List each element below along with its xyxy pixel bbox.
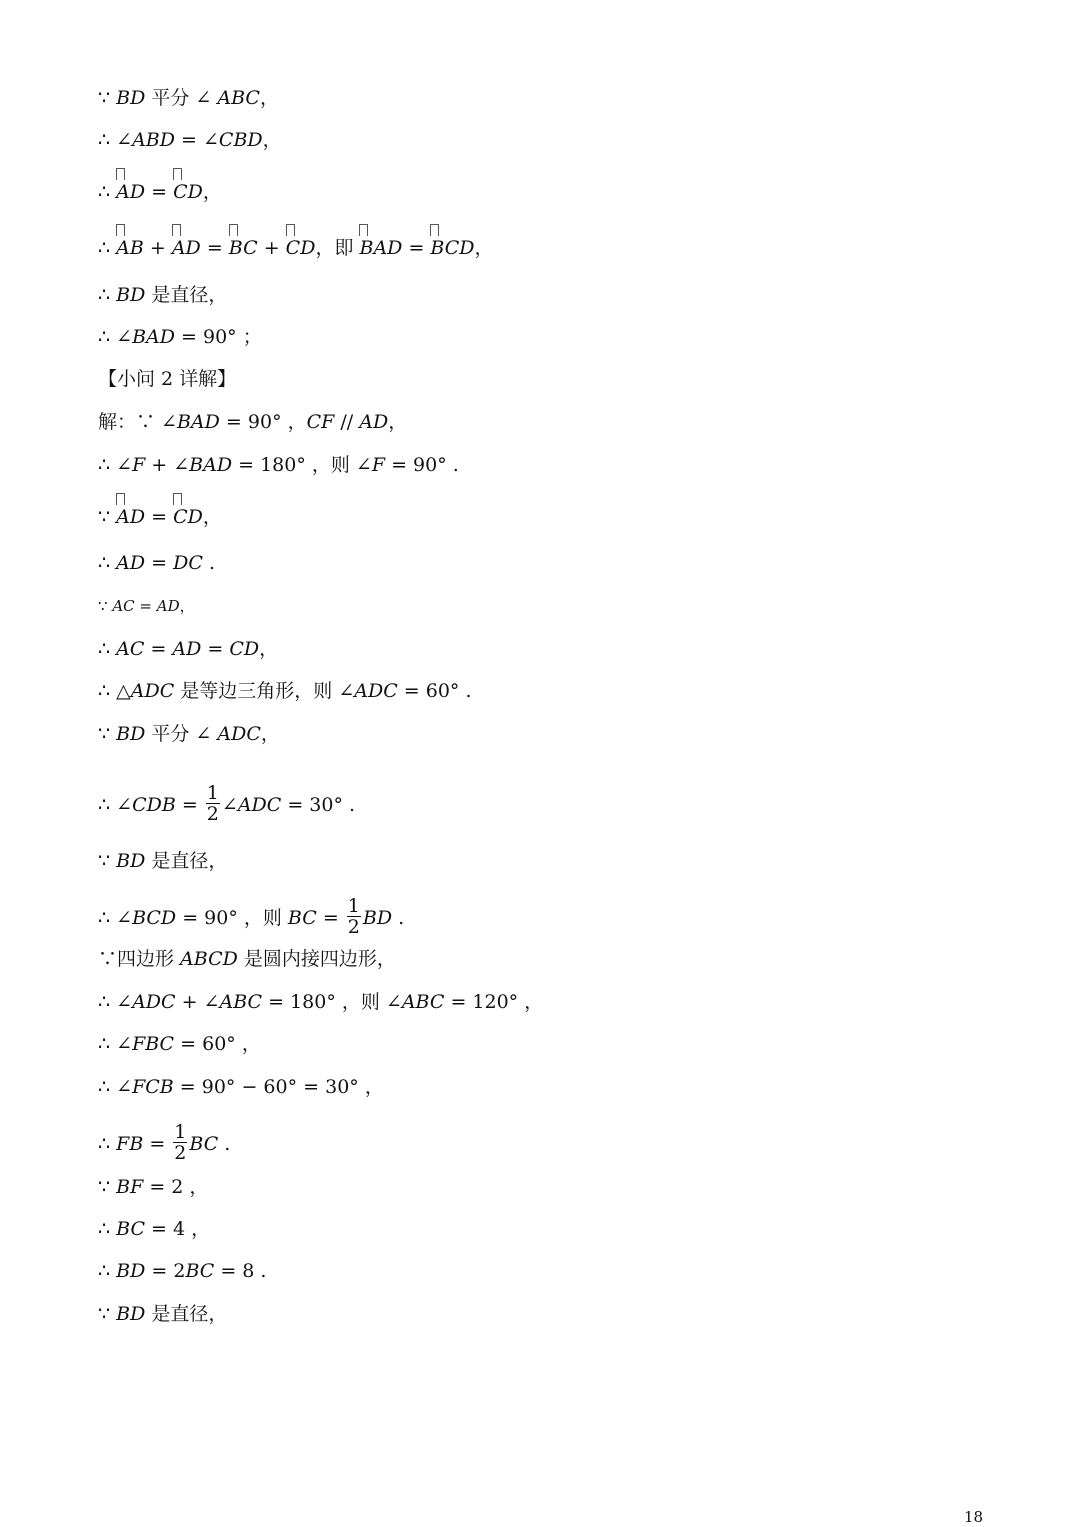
math-symbol: BCD — [132, 906, 177, 929]
fraction-denominator: 2 — [174, 1142, 187, 1164]
text-run: ， — [262, 129, 282, 151]
text-run: . — [218, 1132, 231, 1155]
text-run: 平分 ∠ — [145, 723, 218, 745]
fraction — [206, 783, 220, 824]
math-symbol: AD — [359, 411, 389, 433]
text-run: = — [144, 638, 173, 660]
text-run: 平分 ∠ — [145, 87, 218, 109]
text-run: = — [143, 1132, 172, 1155]
text-line — [98, 1302, 227, 1326]
text-run: ， — [259, 638, 279, 660]
text-run: = — [201, 638, 230, 660]
text-line — [98, 1032, 261, 1056]
text-run: + — [143, 237, 172, 259]
text-run: ∴ ∠ — [98, 1076, 133, 1098]
fraction-denominator: 2 — [206, 803, 219, 825]
math-symbol: FCB — [132, 1076, 174, 1098]
text-run: = — [200, 237, 229, 259]
math-symbol: BD — [362, 906, 393, 929]
math-symbol: FBC — [132, 1033, 175, 1055]
text-run: ∴ — [98, 284, 117, 306]
text-run: = 90° ，则 — [176, 906, 288, 929]
text-run: ， — [202, 506, 222, 528]
text-line — [98, 990, 543, 1014]
text-line — [98, 1259, 266, 1283]
math-symbol: F — [371, 454, 386, 476]
text-run: 【小问 2 详解】 — [98, 368, 237, 390]
text-run: ∵ — [98, 506, 117, 528]
math-symbol: ABC — [217, 87, 260, 109]
text-run: 解：∵ ∠ — [98, 411, 177, 433]
text-line — [98, 325, 262, 349]
math-symbol: BC — [185, 1260, 215, 1282]
text-run: + — [257, 237, 286, 259]
text-run: = 90° − 60° = 30° ， — [173, 1076, 384, 1098]
text-run: ∴ ∠ — [98, 454, 133, 476]
text-run: ∴ — [98, 237, 117, 259]
text-run: = 30° . — [281, 793, 356, 816]
text-run: = — [134, 597, 157, 615]
math-symbol: AD — [116, 552, 146, 574]
text-run: ∴ ∠ — [98, 793, 133, 816]
math-symbol: BD — [116, 284, 146, 306]
text-run: ∴ ∠ — [98, 906, 133, 929]
math-symbol: AD — [172, 638, 202, 660]
text-run: ∴ — [98, 181, 117, 203]
arc-label: BCD — [430, 237, 475, 259]
math-symbol: BAD — [132, 326, 175, 348]
text-run: + ∠ — [145, 454, 190, 476]
text-run: 是直径， — [145, 1303, 228, 1325]
arc-label: CD — [173, 181, 203, 203]
text-line — [98, 849, 227, 873]
text-run: = — [145, 552, 174, 574]
text-line — [98, 236, 494, 260]
text-line — [98, 1217, 210, 1241]
text-run: = — [145, 181, 174, 203]
math-symbol: AC — [116, 638, 145, 660]
text-run: . — [202, 552, 215, 574]
fraction — [173, 1122, 187, 1163]
text-run: ∠ — [221, 793, 238, 816]
math-symbol: ADC — [130, 680, 175, 702]
text-run: ∴ ∠ — [98, 1033, 133, 1055]
math-symbol: ADC — [217, 723, 261, 745]
text-line — [98, 453, 459, 477]
math-symbol: BF — [116, 1176, 144, 1198]
fraction-numerator: 1 — [347, 895, 360, 917]
arc-label: AD — [116, 181, 146, 203]
text-run: // — [334, 411, 360, 433]
text-line — [98, 1175, 208, 1199]
math-symbol: BD — [116, 1260, 146, 1282]
text-run: 是等边三角形，则 ∠ — [174, 680, 355, 702]
text-run: ∴ — [98, 1132, 117, 1155]
text-run: ∵ — [98, 87, 117, 109]
math-symbol: ABC — [401, 991, 445, 1013]
text-run: + ∠ — [175, 991, 220, 1013]
text-run: = ∠ — [174, 129, 219, 151]
math-symbol: CD — [229, 638, 260, 660]
text-run: ，即 — [315, 237, 360, 259]
text-line — [98, 180, 222, 204]
text-line — [98, 283, 227, 307]
text-run: ∴ — [98, 1218, 117, 1240]
math-symbol: BD — [116, 850, 146, 872]
text-run: ∵ — [98, 597, 113, 615]
text-run: ， — [474, 237, 494, 259]
math-symbol: BC — [116, 1218, 145, 1240]
math-symbol: CF — [306, 411, 335, 433]
text-run: ， — [202, 181, 222, 203]
text-run: 是圆内接四边形， — [237, 948, 396, 970]
text-line — [98, 594, 195, 618]
text-run: ∵ — [98, 1176, 117, 1198]
text-run: ∴ — [98, 638, 117, 660]
text-run: ∴ ∠ — [98, 991, 133, 1013]
text-run: = 90° ， — [219, 411, 307, 433]
text-run: ∵ — [98, 723, 117, 745]
text-line — [98, 551, 215, 575]
math-symbol: ABC — [219, 991, 263, 1013]
math-symbol: BAD — [189, 454, 233, 476]
text-run: ， — [259, 87, 279, 109]
text-line — [98, 782, 356, 826]
fraction-denominator: 2 — [347, 916, 360, 938]
text-run: 是直径， — [145, 850, 228, 872]
text-run: = 180° ，则 ∠ — [262, 991, 402, 1013]
math-symbol: ABD — [132, 129, 175, 151]
text-run: = — [316, 906, 345, 929]
math-symbol: CDB — [132, 793, 176, 816]
text-run: ∵四边形 — [98, 948, 181, 970]
math-symbol: BD — [116, 87, 146, 109]
math-symbol: BD — [116, 723, 146, 745]
text-run: ∴ ∠ — [98, 326, 133, 348]
text-run: ， — [260, 723, 280, 745]
arc-label: BC — [228, 237, 258, 259]
text-line — [98, 1075, 384, 1099]
math-symbol: BD — [116, 1303, 146, 1325]
text-run: = 4 ， — [145, 1218, 211, 1240]
text-run: . — [392, 906, 405, 929]
text-run: ∵ — [98, 1303, 117, 1325]
arc-label: AD — [116, 506, 146, 528]
text-line — [98, 895, 405, 939]
text-run: ∵ — [98, 850, 117, 872]
math-symbol: AC — [112, 597, 135, 615]
text-run: ， — [179, 597, 195, 615]
text-run: ∴ ∠ — [98, 129, 133, 151]
math-symbol: AD — [156, 597, 180, 615]
arc-label: BAD — [359, 237, 403, 259]
text-run: = — [402, 237, 431, 259]
math-symbol: ABCD — [180, 948, 238, 970]
math-symbol: ADC — [132, 991, 176, 1013]
arc-label: CD — [173, 506, 203, 528]
text-run: = 90° . — [385, 454, 459, 476]
text-run: ∴ △ — [98, 680, 131, 702]
arc-label: CD — [285, 237, 316, 259]
text-run: ∴ — [98, 552, 117, 574]
text-line — [98, 367, 236, 391]
text-run: = 60° . — [397, 680, 472, 702]
math-symbol: FB — [116, 1132, 144, 1155]
arc-label: AB — [116, 237, 144, 259]
text-run: = 60° ， — [174, 1033, 261, 1055]
text-line — [98, 505, 222, 529]
fraction-numerator: 1 — [206, 782, 219, 804]
text-run: = 2 — [145, 1260, 186, 1282]
text-line — [98, 1121, 231, 1165]
fraction — [347, 896, 361, 937]
text-line — [98, 86, 279, 110]
text-run: = — [145, 506, 174, 528]
text-line — [98, 679, 472, 703]
text-run: 是直径， — [145, 284, 228, 306]
math-symbol: ADC — [237, 793, 282, 816]
math-symbol: DC — [173, 552, 203, 574]
text-run: = 90° ； — [174, 326, 262, 348]
text-run: = 180° ，则 ∠ — [232, 454, 372, 476]
arc-label: AD — [171, 237, 201, 259]
text-run: ∴ — [98, 1260, 117, 1282]
text-line — [98, 128, 282, 152]
page-number: 18 — [964, 1508, 984, 1526]
math-symbol: BC — [287, 906, 317, 929]
math-symbol: BC — [189, 1132, 219, 1155]
text-line — [98, 410, 407, 434]
text-run: = — [175, 793, 204, 816]
text-run: = 8 . — [214, 1260, 267, 1282]
text-run: = 120° ， — [444, 991, 544, 1013]
fraction-numerator: 1 — [174, 1121, 187, 1143]
text-line — [98, 947, 396, 971]
text-run: ， — [388, 411, 408, 433]
math-symbol: F — [132, 454, 146, 476]
text-line — [98, 637, 278, 661]
math-symbol: BAD — [176, 411, 220, 433]
text-line — [98, 722, 280, 746]
math-symbol: CBD — [218, 129, 263, 151]
math-symbol: ADC — [354, 680, 398, 702]
text-run: = 2 ， — [143, 1176, 209, 1198]
